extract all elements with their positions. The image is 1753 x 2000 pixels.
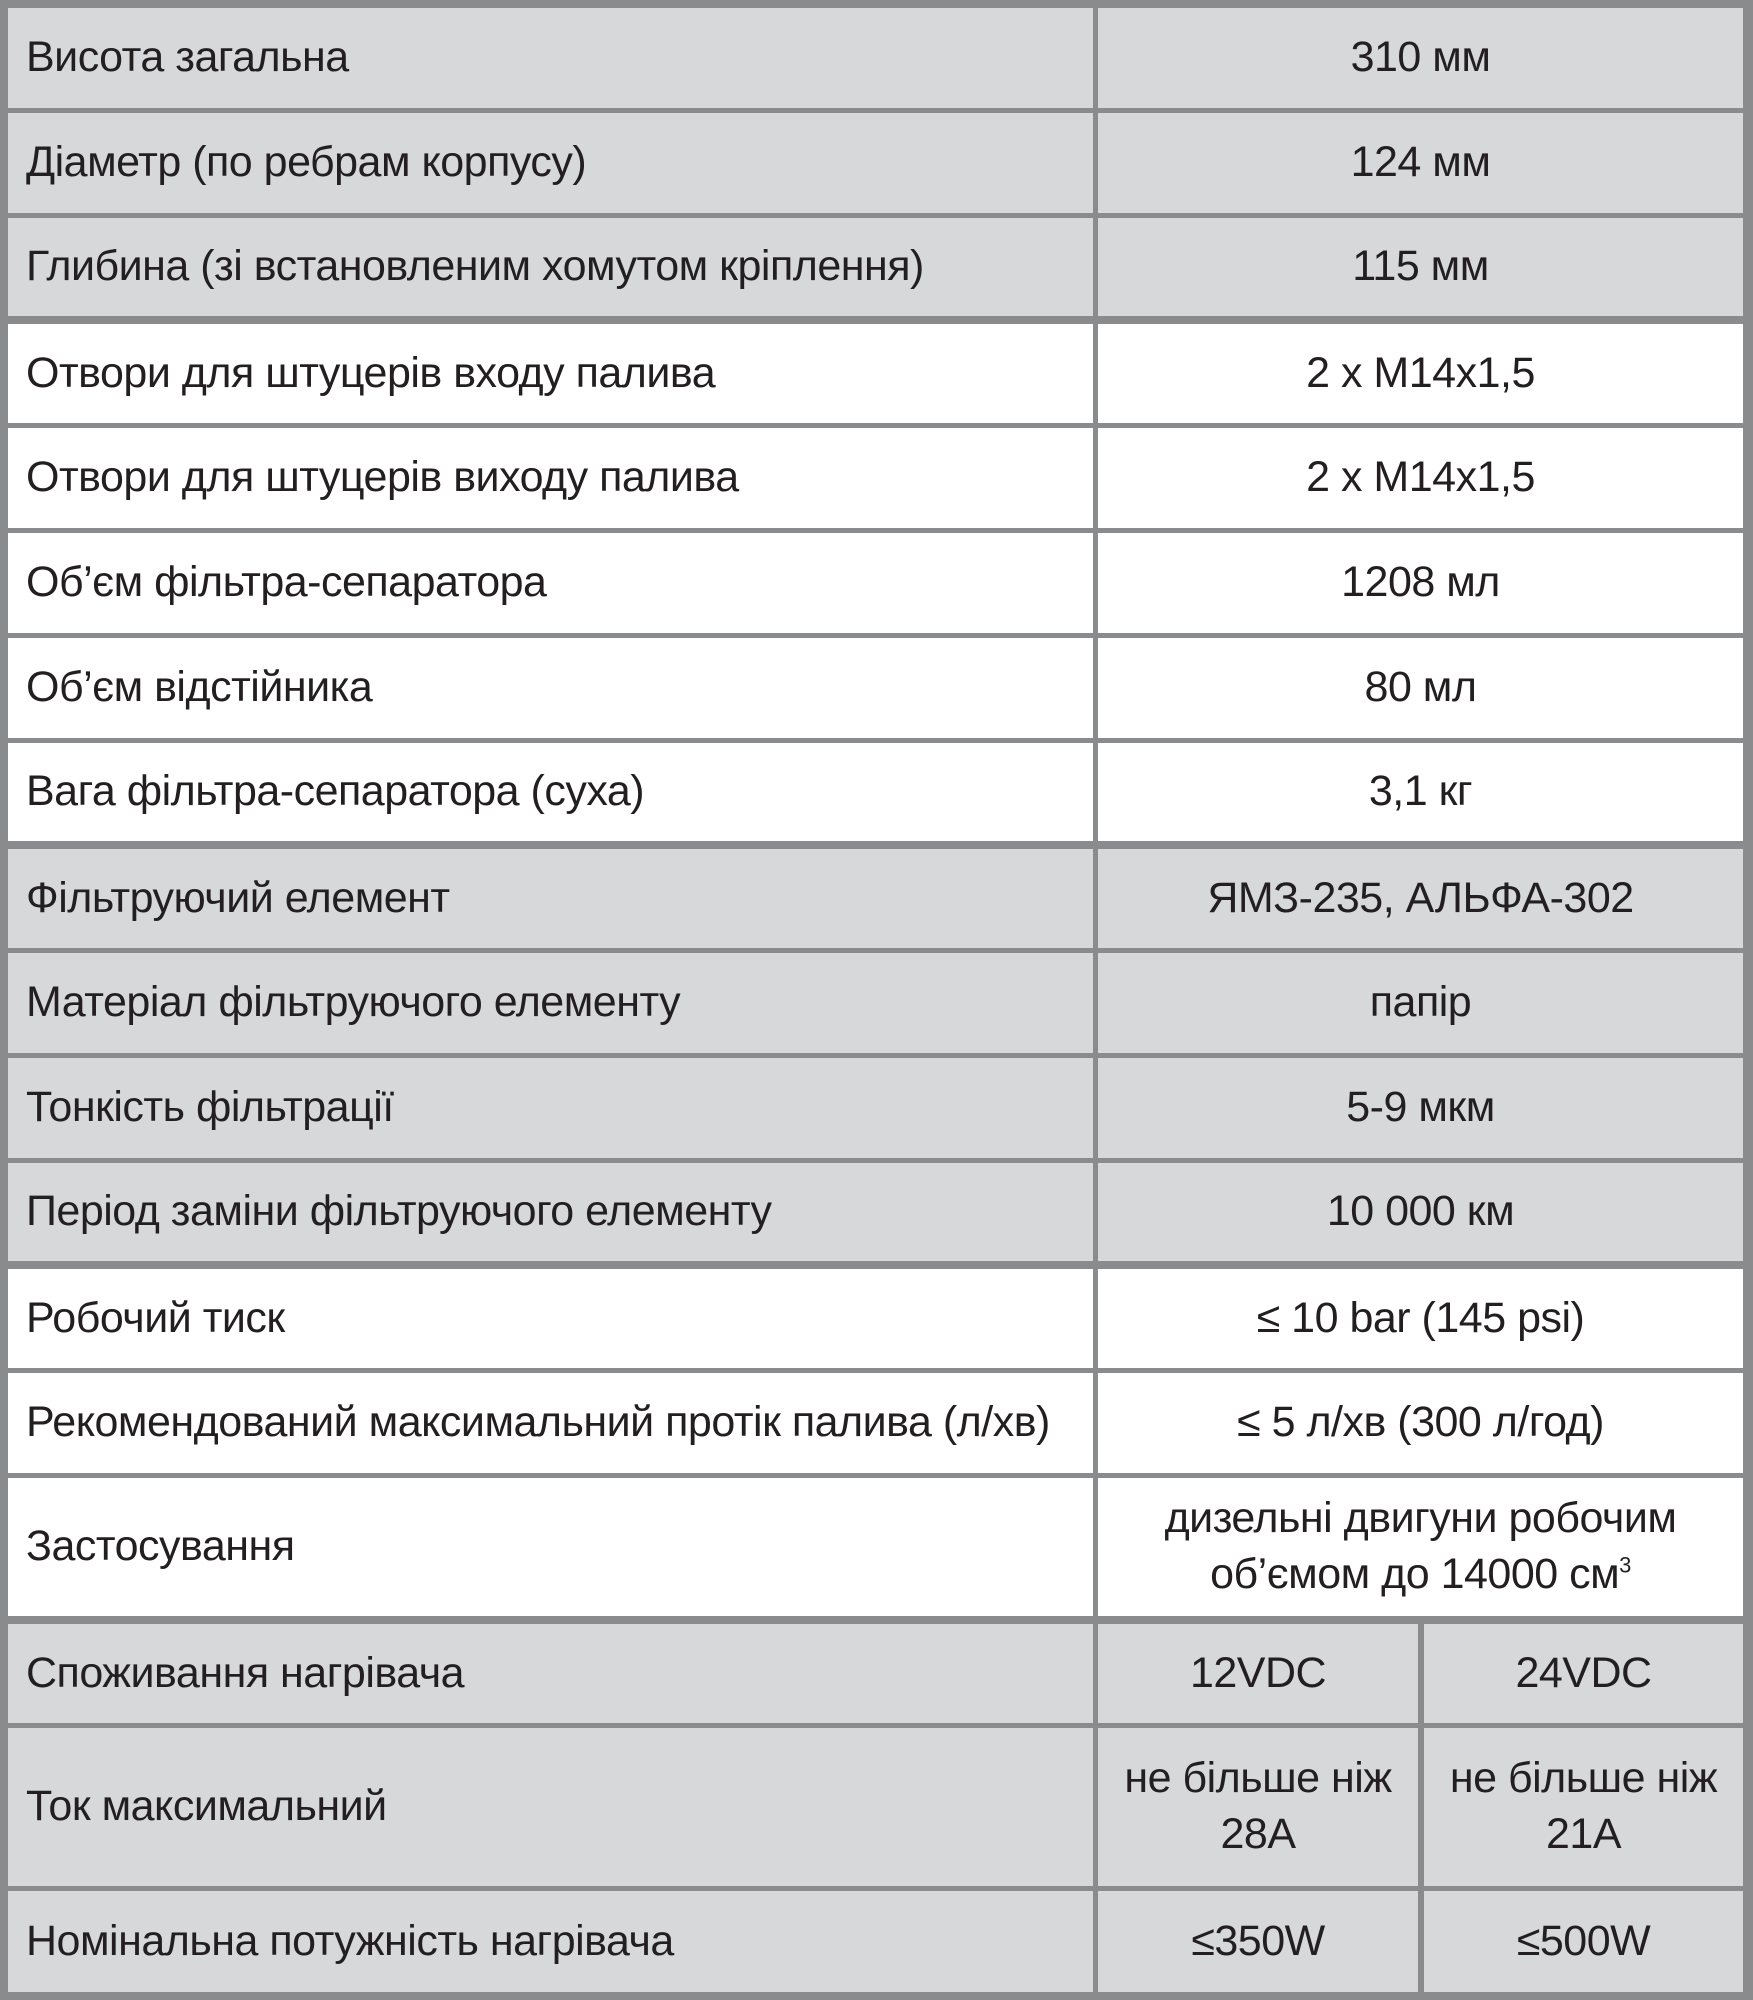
row-label: Вага фільтра-сепаратора (суха) (8, 743, 1093, 841)
row-label: Ток максимальний (8, 1728, 1093, 1886)
row-value: ≤ 5 л/хв (300 л/год) (1098, 1373, 1743, 1473)
table-row (8, 1269, 1743, 1368)
row-label: Отвори для штуцерів виходу палива (8, 428, 1093, 528)
table-row (8, 953, 1743, 1053)
table-row (8, 8, 1743, 108)
row-value: ≤ 10 bar (145 psi) (1098, 1269, 1743, 1368)
row-label: Тонкість фільтрації (8, 1058, 1093, 1158)
table-row (8, 1478, 1743, 1616)
table-row (8, 1058, 1743, 1158)
table-row (8, 533, 1743, 633)
row-label: Рекомендований максимальний протік палива (л/хв) (8, 1373, 1093, 1473)
value-line: дизельні двигуни робочим (1164, 1494, 1677, 1543)
row-value-24v: не більше ніж 21А (1424, 1728, 1743, 1886)
row-value: 115 мм (1098, 218, 1743, 316)
row-value: 2 х М14х1,5 (1098, 324, 1743, 423)
table-row (8, 324, 1743, 423)
table-row (8, 1373, 1743, 1473)
row-label: Отвори для штуцерів входу палива (8, 324, 1093, 423)
table-row (8, 428, 1743, 528)
row-label: Споживання нагрівача (8, 1624, 1093, 1723)
row-value: 10 000 км (1098, 1163, 1743, 1261)
row-label: Об’єм фільтра-сепаратора (8, 533, 1093, 633)
table-row (8, 218, 1743, 316)
superscript: 3 (1619, 1552, 1631, 1578)
table-row (8, 113, 1743, 213)
row-value: папір (1098, 953, 1743, 1053)
row-value: ЯМЗ-235, АЛЬФА-302 (1098, 849, 1743, 948)
row-label: Матеріал фільтруючого елементу (8, 953, 1093, 1053)
row-value-12v: не більше ніж 28А (1098, 1728, 1418, 1886)
value-line: об’ємом до 14000 $см^3$ (1210, 1550, 1631, 1598)
row-value: 80 мл (1098, 638, 1743, 738)
table-row (8, 1891, 1743, 1992)
row-value: 2 х М14х1,5 (1098, 428, 1743, 528)
row-value: 3,1 кг (1098, 743, 1743, 841)
row-label: Глибина (зі встановленим хомутом кріплення) (8, 218, 1093, 316)
row-value: 124 мм (1098, 113, 1743, 213)
table-row (8, 1728, 1743, 1886)
row-label: Висота загальна (8, 8, 1093, 108)
row-label: Об’єм відстійника (8, 638, 1093, 738)
row-label: Фільтруючий елемент (8, 849, 1093, 948)
row-label: Період заміни фільтруючого елементу (8, 1163, 1093, 1261)
row-label: Робочий тиск (8, 1269, 1093, 1368)
row-value-12v: 12VDC (1098, 1624, 1418, 1723)
table-row (8, 1163, 1743, 1261)
row-label: Діаметр (по ребрам корпусу) (8, 113, 1093, 213)
row-value-24v: ≤500W (1424, 1891, 1743, 1992)
row-value: 1208 мл (1098, 533, 1743, 633)
row-label: Номінальна потужність нагрівача (8, 1891, 1093, 1992)
row-value (1098, 1478, 1743, 1616)
table-row (8, 743, 1743, 841)
table-row (8, 638, 1743, 738)
row-label: Застосування (8, 1478, 1093, 1616)
table-row (8, 1624, 1743, 1723)
row-value: 310 мм (1098, 8, 1743, 108)
row-value-12v: ≤350W (1098, 1891, 1418, 1992)
row-value: 5-9 мкм (1098, 1058, 1743, 1158)
row-value-24v: 24VDC (1424, 1624, 1743, 1723)
table-row (8, 849, 1743, 948)
